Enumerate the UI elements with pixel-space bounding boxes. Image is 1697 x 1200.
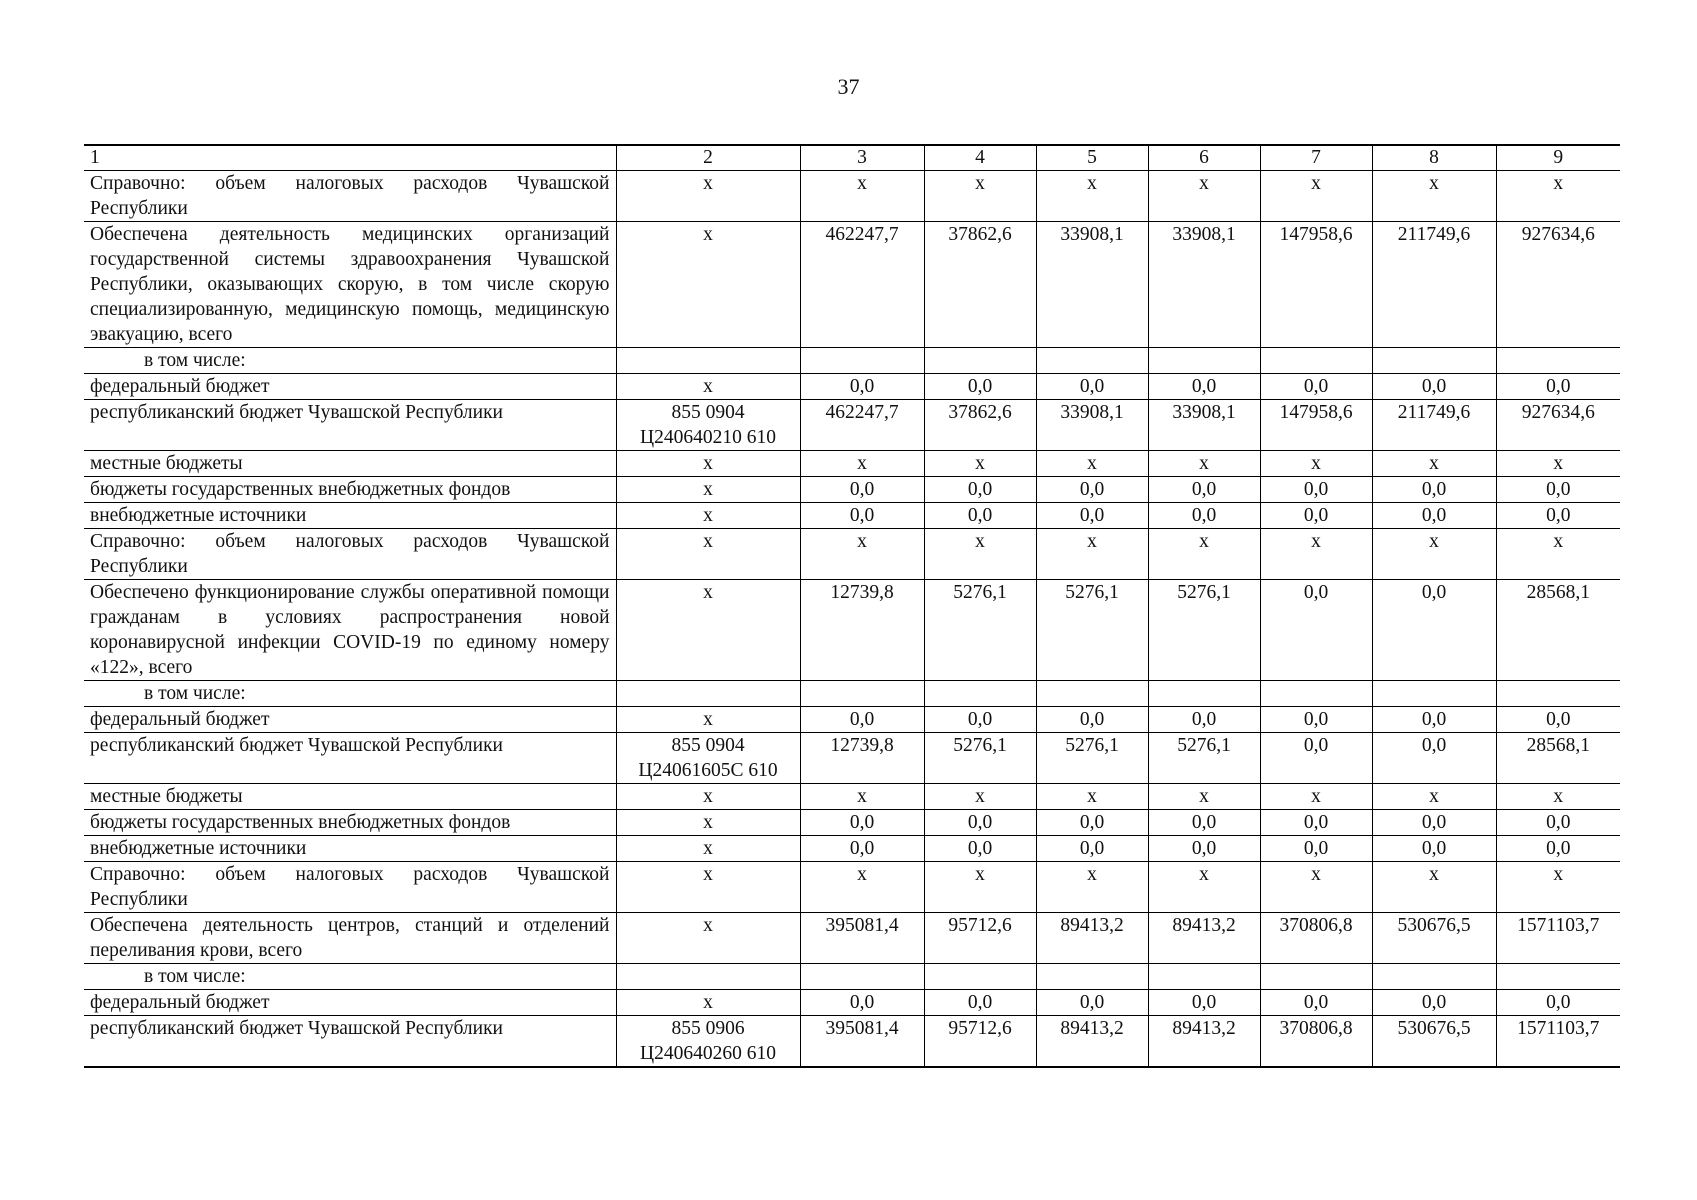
budget-code: х (616, 374, 800, 400)
row-label: внебюджетные источники (84, 503, 616, 529)
value-cell: 211749,6 (1372, 400, 1496, 451)
value-cell: 0,0 (800, 990, 924, 1016)
column-header-3: 3 (800, 145, 924, 171)
budget-code: х (616, 784, 800, 810)
value-cell: 0,0 (1496, 836, 1620, 862)
row-label: федеральный бюджет (84, 707, 616, 733)
table-row (84, 810, 1620, 836)
table-row (84, 913, 1620, 964)
value-cell: х (1496, 451, 1620, 477)
value-cell: 0,0 (1372, 707, 1496, 733)
table-header (84, 145, 1620, 171)
value-cell: 0,0 (1260, 707, 1372, 733)
table-row (84, 784, 1620, 810)
value-cell: 95712,6 (924, 1016, 1036, 1068)
value-cell: х (924, 171, 1036, 222)
row-label: в том числе: (84, 681, 616, 707)
table-row (84, 862, 1620, 913)
budget-code: х (616, 503, 800, 529)
table-row (84, 836, 1620, 862)
value-cell: 0,0 (1372, 374, 1496, 400)
value-cell: 0,0 (924, 836, 1036, 862)
value-cell: 0,0 (1260, 990, 1372, 1016)
value-cell: 5276,1 (1036, 580, 1148, 681)
value-cell: х (800, 171, 924, 222)
value-cell: х (1036, 862, 1148, 913)
table-row (84, 374, 1620, 400)
value-cell (1148, 348, 1260, 374)
value-cell: 0,0 (1496, 990, 1620, 1016)
column-header-4: 4 (924, 145, 1036, 171)
table-row (84, 451, 1620, 477)
value-cell: 0,0 (1496, 374, 1620, 400)
value-cell: 147958,6 (1260, 400, 1372, 451)
value-cell: 0,0 (924, 810, 1036, 836)
value-cell: 927634,6 (1496, 222, 1620, 348)
value-cell: х (1148, 862, 1260, 913)
value-cell: 0,0 (800, 374, 924, 400)
value-cell (1260, 964, 1372, 990)
value-cell: 0,0 (1372, 503, 1496, 529)
value-cell: 0,0 (1036, 810, 1148, 836)
value-cell (1148, 681, 1260, 707)
value-cell: х (1372, 784, 1496, 810)
row-label: бюджеты государственных внебюджетных фондов (84, 477, 616, 503)
value-cell: х (1148, 171, 1260, 222)
value-cell: 0,0 (924, 503, 1036, 529)
budget-code: х (616, 990, 800, 1016)
budget-code: х (616, 222, 800, 348)
value-cell: 462247,7 (800, 222, 924, 348)
value-cell: 0,0 (924, 990, 1036, 1016)
column-header-2: 2 (616, 145, 800, 171)
value-cell: 0,0 (1260, 733, 1372, 784)
value-cell: х (1260, 784, 1372, 810)
value-cell: 5276,1 (1036, 733, 1148, 784)
budget-code: х (616, 580, 800, 681)
value-cell (924, 681, 1036, 707)
value-cell (1372, 681, 1496, 707)
budget-code: х (616, 451, 800, 477)
value-cell: х (924, 862, 1036, 913)
value-cell: х (1496, 862, 1620, 913)
table-row (84, 707, 1620, 733)
value-cell (1036, 348, 1148, 374)
table-row (84, 681, 1620, 707)
header-row (84, 145, 1620, 171)
value-cell: 0,0 (800, 707, 924, 733)
value-cell: 1571103,7 (1496, 913, 1620, 964)
value-cell: 0,0 (1148, 990, 1260, 1016)
value-cell: 0,0 (1036, 503, 1148, 529)
value-cell: 0,0 (1036, 477, 1148, 503)
value-cell: 0,0 (800, 836, 924, 862)
value-cell: 0,0 (1148, 477, 1260, 503)
value-cell: 5276,1 (924, 733, 1036, 784)
budget-code: х (616, 707, 800, 733)
column-header-7: 7 (1260, 145, 1372, 171)
budget-code: х (616, 810, 800, 836)
value-cell: 0,0 (1372, 477, 1496, 503)
value-cell: 0,0 (1148, 810, 1260, 836)
value-cell: 0,0 (924, 707, 1036, 733)
value-cell: х (1260, 862, 1372, 913)
table-row (84, 400, 1620, 451)
value-cell: 89413,2 (1148, 1016, 1260, 1068)
value-cell: 0,0 (1496, 707, 1620, 733)
row-label: Справочно: объем налоговых расходов Чувашской Республики (84, 171, 616, 222)
column-header-8: 8 (1372, 145, 1496, 171)
value-cell: х (800, 862, 924, 913)
value-cell: х (1260, 451, 1372, 477)
value-cell: 12739,8 (800, 580, 924, 681)
value-cell: 462247,7 (800, 400, 924, 451)
value-cell: 0,0 (1496, 477, 1620, 503)
value-cell (1496, 348, 1620, 374)
value-cell: 0,0 (1036, 836, 1148, 862)
value-cell: х (1260, 171, 1372, 222)
value-cell: 33908,1 (1148, 400, 1260, 451)
value-cell: 95712,6 (924, 913, 1036, 964)
value-cell: 0,0 (1260, 580, 1372, 681)
value-cell: х (800, 784, 924, 810)
table-row (84, 477, 1620, 503)
value-cell: 1571103,7 (1496, 1016, 1620, 1068)
table-row (84, 503, 1620, 529)
value-cell: 33908,1 (1036, 400, 1148, 451)
value-cell: х (1372, 529, 1496, 580)
table-row (84, 222, 1620, 348)
value-cell: 0,0 (1372, 733, 1496, 784)
value-cell: 0,0 (924, 374, 1036, 400)
budget-code: х (616, 529, 800, 580)
row-label: в том числе: (84, 964, 616, 990)
value-cell: 5276,1 (1148, 580, 1260, 681)
value-cell (800, 964, 924, 990)
value-cell: 370806,8 (1260, 913, 1372, 964)
value-cell: 37862,6 (924, 400, 1036, 451)
value-cell: х (1148, 451, 1260, 477)
value-cell: 0,0 (1260, 810, 1372, 836)
budget-code: х (616, 913, 800, 964)
row-label: республиканский бюджет Чувашской Республики (84, 733, 616, 784)
value-cell: 0,0 (1260, 374, 1372, 400)
value-cell: 0,0 (1372, 810, 1496, 836)
value-cell: х (800, 529, 924, 580)
row-label: Обеспечено функционирование службы оперативной помощи гражданам в условиях распространения новой коронавирусной инфекции COVID-19 по единому номеру «122», всего (84, 580, 616, 681)
row-label: бюджеты государственных внебюджетных фондов (84, 810, 616, 836)
value-cell: х (1148, 784, 1260, 810)
value-cell (1372, 348, 1496, 374)
value-cell (1372, 964, 1496, 990)
value-cell: 12739,8 (800, 733, 924, 784)
value-cell: х (1496, 784, 1620, 810)
value-cell: 5276,1 (924, 580, 1036, 681)
value-cell: 0,0 (1148, 503, 1260, 529)
value-cell: 0,0 (800, 810, 924, 836)
column-header-6: 6 (1148, 145, 1260, 171)
table-body (84, 171, 1620, 1068)
value-cell: 0,0 (1496, 503, 1620, 529)
budget-code (616, 681, 800, 707)
value-cell: 89413,2 (1036, 913, 1148, 964)
value-cell: 395081,4 (800, 1016, 924, 1068)
budget-code (616, 964, 800, 990)
row-label: внебюджетные источники (84, 836, 616, 862)
page-number: 37 (837, 74, 860, 99)
budget-code: 855 0904 Ц24061605С 610 (616, 733, 800, 784)
value-cell: 211749,6 (1372, 222, 1496, 348)
budget-code: х (616, 836, 800, 862)
value-cell: 0,0 (1496, 810, 1620, 836)
value-cell: 370806,8 (1260, 1016, 1372, 1068)
value-cell: х (1260, 529, 1372, 580)
column-header-1: 1 (84, 145, 616, 171)
budget-table (84, 144, 1620, 1068)
column-header-5: 5 (1036, 145, 1148, 171)
value-cell (1496, 681, 1620, 707)
value-cell (800, 681, 924, 707)
row-label: федеральный бюджет (84, 990, 616, 1016)
table-row (84, 580, 1620, 681)
value-cell: х (1372, 862, 1496, 913)
budget-code (616, 348, 800, 374)
value-cell: 0,0 (1036, 707, 1148, 733)
row-label: республиканский бюджет Чувашской Республики (84, 400, 616, 451)
row-label: в том числе: (84, 348, 616, 374)
budget-code: 855 0904 Ц240640210 610 (616, 400, 800, 451)
row-label: местные бюджеты (84, 784, 616, 810)
value-cell: 89413,2 (1148, 913, 1260, 964)
value-cell: х (1372, 451, 1496, 477)
value-cell: 0,0 (1372, 990, 1496, 1016)
table-row (84, 733, 1620, 784)
value-cell: х (1496, 529, 1620, 580)
value-cell (1148, 964, 1260, 990)
value-cell: 89413,2 (1036, 1016, 1148, 1068)
value-cell: 0,0 (1372, 836, 1496, 862)
value-cell (1036, 964, 1148, 990)
value-cell: х (1036, 529, 1148, 580)
budget-code: х (616, 862, 800, 913)
table-row (84, 348, 1620, 374)
table-row (84, 1016, 1620, 1068)
table-row (84, 990, 1620, 1016)
value-cell: 0,0 (1260, 477, 1372, 503)
value-cell (800, 348, 924, 374)
value-cell: 0,0 (1148, 836, 1260, 862)
value-cell: 0,0 (1372, 580, 1496, 681)
table-row (84, 529, 1620, 580)
value-cell: 530676,5 (1372, 913, 1496, 964)
row-label: Справочно: объем налоговых расходов Чувашской Республики (84, 529, 616, 580)
value-cell (924, 348, 1036, 374)
value-cell: х (800, 451, 924, 477)
value-cell: 28568,1 (1496, 733, 1620, 784)
value-cell: 33908,1 (1148, 222, 1260, 348)
table-row (84, 171, 1620, 222)
value-cell: х (924, 451, 1036, 477)
value-cell: 0,0 (1036, 990, 1148, 1016)
value-cell: х (924, 529, 1036, 580)
budget-code: 855 0906 Ц240640260 610 (616, 1016, 800, 1068)
row-label: Обеспечена деятельность центров, станций и отделений переливания крови, всего (84, 913, 616, 964)
value-cell: 147958,6 (1260, 222, 1372, 348)
row-label: Справочно: объем налоговых расходов Чувашской Республики (84, 862, 616, 913)
value-cell: 0,0 (1260, 836, 1372, 862)
value-cell: 927634,6 (1496, 400, 1620, 451)
value-cell: 28568,1 (1496, 580, 1620, 681)
value-cell: х (924, 784, 1036, 810)
value-cell: х (1148, 529, 1260, 580)
value-cell: х (1036, 451, 1148, 477)
value-cell: 5276,1 (1148, 733, 1260, 784)
value-cell: 0,0 (1148, 707, 1260, 733)
value-cell: 0,0 (800, 477, 924, 503)
value-cell: 0,0 (800, 503, 924, 529)
value-cell: 37862,6 (924, 222, 1036, 348)
value-cell: х (1036, 784, 1148, 810)
value-cell: 33908,1 (1036, 222, 1148, 348)
row-label: Обеспечена деятельность медицинских организаций государственной системы здравоохранения Чувашской Республики, оказывающих скорую, в том числе скорую специализированную, медицинскую помощь, медицинскую эвакуацию, всего (84, 222, 616, 348)
value-cell: 0,0 (1036, 374, 1148, 400)
value-cell: х (1496, 171, 1620, 222)
row-label: местные бюджеты (84, 451, 616, 477)
value-cell: 0,0 (1148, 374, 1260, 400)
value-cell (1260, 681, 1372, 707)
value-cell: 395081,4 (800, 913, 924, 964)
row-label: федеральный бюджет (84, 374, 616, 400)
budget-code: х (616, 477, 800, 503)
row-label: республиканский бюджет Чувашской Республики (84, 1016, 616, 1068)
value-cell: 0,0 (924, 477, 1036, 503)
value-cell (1260, 348, 1372, 374)
value-cell: 0,0 (1260, 503, 1372, 529)
value-cell (924, 964, 1036, 990)
column-header-9: 9 (1496, 145, 1620, 171)
value-cell (1496, 964, 1620, 990)
table-row (84, 964, 1620, 990)
budget-code: х (616, 171, 800, 222)
value-cell: 530676,5 (1372, 1016, 1496, 1068)
value-cell (1036, 681, 1148, 707)
value-cell: х (1036, 171, 1148, 222)
value-cell: х (1372, 171, 1496, 222)
